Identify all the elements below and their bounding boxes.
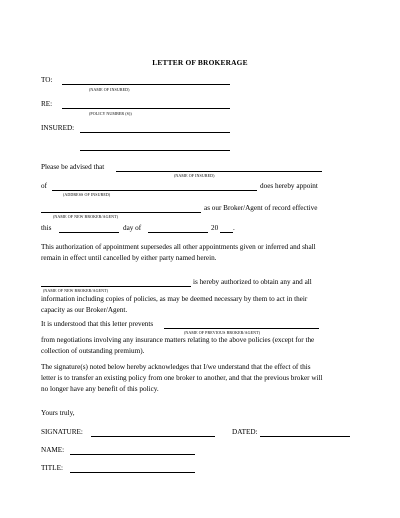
authorized-broker-field[interactable] <box>41 286 191 287</box>
signatories-line-2: letter is to transfer an existing policy from one broker to another, and that the previous broker will <box>41 374 323 382</box>
to-field[interactable] <box>62 84 230 85</box>
year-suffix: . <box>233 224 235 232</box>
address-field[interactable] <box>52 190 257 191</box>
address-caption: (ADDRESS OF INSURED) <box>63 192 111 197</box>
authorized-broker-caption: (NAME OF NEW BROKER/AGENT) <box>43 288 109 293</box>
name-field[interactable] <box>70 454 195 455</box>
closing-text: Yours truly, <box>41 409 75 417</box>
authorized-line-1: information including copies of policies, as may be deemed necessary by them to act in their <box>41 295 308 303</box>
this-label: this <box>41 224 52 232</box>
authorized-text: is hereby authorized to obtain any and all <box>193 278 312 286</box>
re-label: RE: <box>41 100 53 108</box>
to-label: TO: <box>41 76 53 84</box>
title-field[interactable] <box>70 472 195 473</box>
signatories-line-3: no longer have any benefit of this policy. <box>41 385 159 393</box>
insured-field-2[interactable] <box>80 150 230 151</box>
dated-label: DATED: <box>232 428 258 436</box>
advised-insured-field[interactable] <box>116 171 322 172</box>
new-broker-field[interactable] <box>41 212 201 213</box>
signature-label: SIGNATURE: <box>41 428 83 436</box>
day-of-label: day of <box>123 224 142 232</box>
advised-prefix: Please be advised that <box>41 163 105 171</box>
day-field[interactable] <box>59 232 119 233</box>
of-label: of <box>41 182 47 190</box>
month-field[interactable] <box>148 232 208 233</box>
signatories-line-1: The signature(s) noted below hereby acknowledges that I/we understand that the effect of this <box>41 363 311 371</box>
name-label: NAME: <box>41 446 65 454</box>
new-broker-caption: (NAME OF NEW BROKER/AGENT) <box>53 214 119 219</box>
insured-field-1[interactable] <box>80 132 230 133</box>
appoint-text: does hereby appoint <box>260 182 318 190</box>
title-label: TITLE: <box>41 464 63 472</box>
year-field[interactable] <box>220 232 233 233</box>
dated-field[interactable] <box>260 436 350 437</box>
previous-broker-field[interactable] <box>164 328 319 329</box>
understood-line-2: collection of outstanding premium). <box>41 347 145 355</box>
insured-label: INSURED: <box>41 124 75 132</box>
policy-number-field[interactable] <box>62 108 230 109</box>
year-prefix: 20 <box>211 224 219 232</box>
document-title: LETTER OF BROKERAGE <box>152 58 248 67</box>
agent-text: as our Broker/Agent of record effective <box>204 204 318 212</box>
signature-field[interactable] <box>91 436 215 437</box>
previous-broker-caption: (NAME OF PREVIOUS BROKER/AGENT) <box>184 330 261 335</box>
understood-line-1: from negotiations involving any insurance matters relating to the above policies (except for the <box>41 336 315 344</box>
supersede-line-1: This authorization of appointment supersedes all other appointments given or inferred and shall <box>41 243 316 251</box>
advised-insured-caption: (NAME OF INSURED) <box>174 173 215 178</box>
to-caption: (NAME OF INSURED) <box>89 87 130 92</box>
understood-prefix: It is understood that this letter prevents <box>41 320 154 328</box>
re-caption: (POLICY NUMBER (S)) <box>89 111 132 116</box>
authorized-line-2: capacity as our Broker/Agent. <box>41 306 128 314</box>
supersede-line-2: remain in effect until cancelled by either party named herein. <box>41 254 217 262</box>
